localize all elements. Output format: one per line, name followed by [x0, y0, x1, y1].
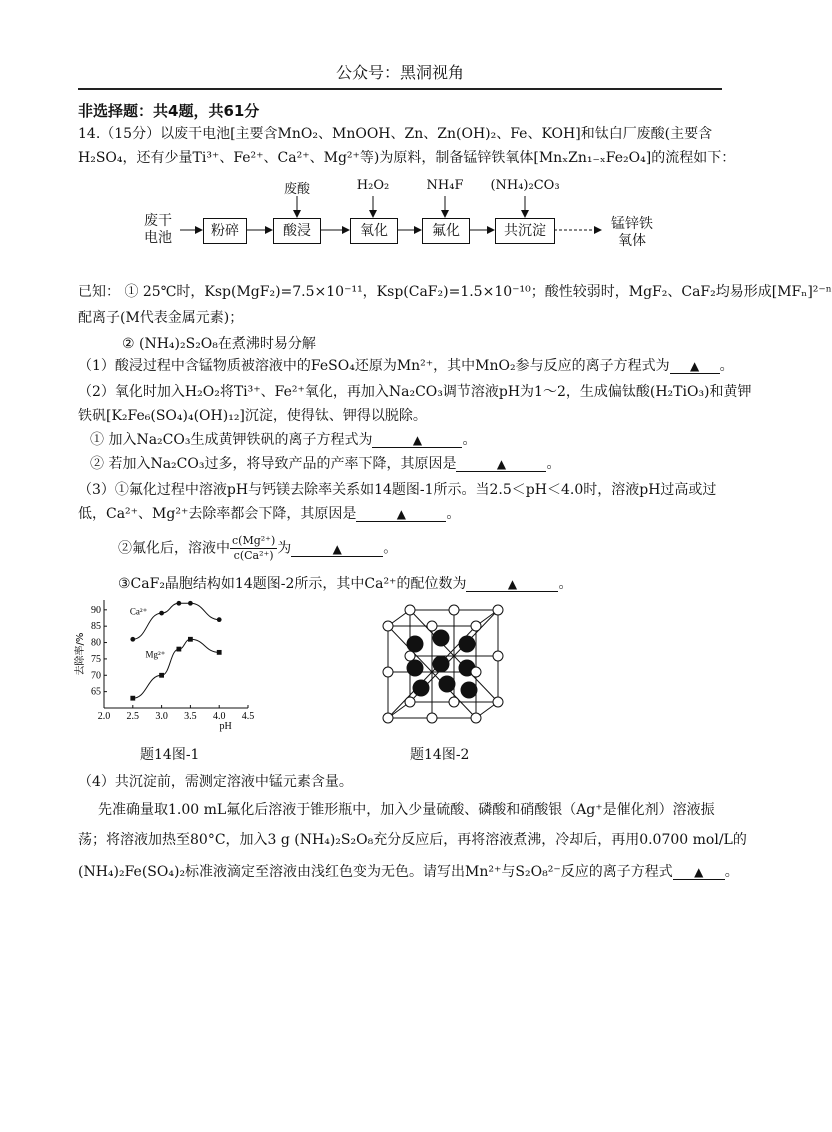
answer-marker: ▲ — [412, 433, 423, 447]
x-axis-label: pH — [219, 721, 232, 732]
part-1-period: 。 — [719, 358, 734, 374]
part-2-sub-1 — [90, 430, 476, 450]
y-tick-label: 80 — [91, 637, 101, 649]
y-tick-label: 75 — [91, 653, 101, 665]
question-score: （15分） — [100, 126, 161, 142]
part-4-line-4-text: (NH₄)₂Fe(SO₄)₂标准液滴定至溶液由浅红色变为无色。请写出Mn²⁺与S₂O₈²⁻反应的离子方程式 — [78, 864, 673, 880]
part-1-text: （1）酸浸过程中含锰物质被溶液中的FeSO₄还原为Mn²⁺，其中MnO₂参与反应的离子方程式为 — [78, 358, 670, 374]
part-1-line — [78, 356, 734, 376]
fig1-chart — [75, 596, 268, 732]
series-1-point — [130, 696, 135, 701]
concentration-ratio-fraction — [230, 534, 277, 563]
part-3-sub-3-answer-blank[interactable] — [466, 577, 558, 592]
part-2-sub-2-answer-blank[interactable] — [456, 457, 546, 472]
x-tick-label: 2.0 — [97, 711, 111, 722]
y-tick-label: 65 — [91, 686, 101, 698]
part-3-sub-1-answer-blank[interactable] — [356, 507, 446, 522]
fraction-denominator: c(Ca²⁺) — [233, 549, 274, 562]
part-3-sub-2-period: 。 — [383, 540, 398, 557]
chart-plot-area — [73, 600, 254, 732]
flow-reagent-nh4-2co3: (NH₄)₂CO₃ — [490, 178, 560, 193]
part-4-line-4 — [78, 862, 739, 882]
answer-marker: ▲ — [694, 865, 704, 879]
flow-step-coprecipitation: 共沉淀 — [495, 218, 555, 244]
fig2-caption: 题14图-2 — [410, 747, 470, 763]
series-0-point — [130, 637, 135, 642]
known-line-3: ② (NH₄)₂S₂O₈在煮沸时易分解 — [122, 336, 316, 352]
part-3-line-2 — [78, 504, 460, 524]
series-line-1 — [133, 639, 219, 698]
part-4-line-2: 先准确量取1.00 mL氟化后溶液于锥形瓶中，加入少量硫酸、磷酸和硝酸银（Ag⁺是催化剂）溶液振 — [98, 802, 715, 818]
flow-arrows — [0, 0, 800, 260]
question-intro-2: H₂SO₄，还有少量Ti³⁺、Fe²⁺、Ca²⁺、Mg²⁺等)为原料，制备锰锌铁氧体[MnₓZn₁₋ₓFe₂O₄]的流程如下： — [78, 150, 736, 166]
part-2-sub-1-text: ① 加入Na₂CO₃生成黄钾铁矾的离子方程式为 — [90, 432, 373, 448]
flow-step-acid-leach: 酸浸 — [273, 218, 321, 244]
y-tick-label: 70 — [91, 670, 101, 682]
flow-start-line-2: 电池 — [144, 230, 172, 246]
answer-marker: ▲ — [496, 457, 507, 471]
x-tick-label: 3.0 — [155, 711, 168, 722]
page-header: 公众号：黑洞视角 — [335, 63, 464, 82]
flow-step-fluorination: 氟化 — [422, 218, 470, 244]
part-3-sub-3 — [118, 574, 572, 594]
part-2-sub-1-period: 。 — [462, 432, 477, 448]
part-3-line-1: （3）①氟化过程中溶液pH与钙镁去除率关系如14题图-1所示。当2.5＜pH＜4.0时，溶液pH过高或过 — [78, 482, 717, 498]
x-tick-label: 4.0 — [212, 711, 226, 722]
series-1-point — [217, 650, 222, 655]
y-tick-label: 90 — [91, 604, 101, 616]
fluoride-ions — [407, 630, 478, 699]
series-0-point — [217, 617, 222, 622]
x-tick-label: 3.5 — [184, 711, 197, 722]
part-2-sub-1-answer-blank[interactable] — [372, 433, 462, 448]
part-3-sub-2-text: ②氟化后，溶液中 — [118, 540, 230, 557]
series-0-point — [159, 611, 164, 616]
part-3-line-2-period: 。 — [446, 506, 461, 522]
flow-step-crush: 粉碎 — [203, 218, 247, 244]
answer-marker: ▲ — [690, 359, 700, 373]
question-intro-1: 以废干电池[主要含MnO₂、MnOOH、Zn、Zn(OH)₂、Fe、KOH]和钛白厂废酸(主要含 — [160, 126, 713, 142]
series-label-0: Ca²⁺ — [129, 606, 148, 617]
section-title: 非选择题：共4题，共61分 — [78, 102, 260, 120]
series-1-point — [176, 647, 181, 652]
flow-start-line-1: 废干 — [144, 213, 172, 229]
part-4-line-3: 荡；将溶液加热至80°C，加入3 g (NH₄)₂S₂O₈充分反应后，再将溶液煮沸，冷却后，再用0.0700 mol/L的 — [78, 832, 747, 848]
part-2-sub-2-text: ② 若加入Na₂CO₃过多，将导致产品的产率下降，其原因是 — [90, 456, 457, 472]
part-3-sub-3-period: 。 — [558, 576, 573, 592]
flow-step-oxidation: 氧化 — [350, 218, 398, 244]
part-2-sub-2 — [90, 454, 560, 474]
flow-end-line-2: 氧体 — [618, 233, 646, 249]
flow-reagent-nh4f: NH₄F — [426, 178, 464, 193]
part-3-sub-2-answer-blank[interactable] — [291, 542, 383, 557]
fig2-crystal-cell — [380, 606, 510, 726]
series-1-point — [159, 673, 164, 678]
part-2-line-2: 铁矾[K₂Fe₆(SO₄)₄(OH)₁₂]沉淀，使得钛、钾得以脱除。 — [78, 408, 427, 424]
part-4-answer-blank[interactable] — [673, 865, 725, 880]
series-1-point — [188, 637, 193, 642]
flow-reagent-h2o2: H₂O₂ — [356, 178, 390, 193]
part-1-answer-blank[interactable] — [670, 359, 720, 374]
part-2-line-1: （2）氧化时加入H₂O₂将Ti³⁺、Fe²⁺氧化，再加入Na₂CO₃调节溶液pH为1～2，生成偏钛酸(H₂TiO₃)和黄钾 — [78, 384, 752, 400]
part-3-line-2-text: 低，Ca²⁺、Mg²⁺去除率都会下降，其原因是 — [78, 506, 357, 522]
answer-marker: ▲ — [396, 507, 406, 521]
part-2-sub-2-period: 。 — [546, 456, 561, 472]
x-tick-label: 4.5 — [241, 711, 255, 722]
known-line-1: 已知： ① 25℃时，Ksp(MgF₂)=7.5×10⁻¹¹，Ksp(CaF₂)=1.5×10⁻¹⁰；酸性较弱时，MgF₂、CaF₂均易形成[MFₙ]²⁻ⁿ — [78, 284, 832, 300]
fig1-caption: 题14图-1 — [140, 747, 200, 763]
part-3-sub-2-is: 为 — [277, 540, 292, 557]
answer-marker: ▲ — [332, 541, 342, 556]
part-3-sub-3-text: ③CaF₂晶胞结构如14题图-2所示，其中Ca²⁺的配位数为 — [118, 576, 467, 592]
flow-reagent-waste-acid: 废酸 — [283, 182, 310, 197]
question-number: 14. — [78, 126, 101, 142]
y-axis-label: 去除率/% — [75, 632, 86, 676]
part-3-sub-2 — [118, 534, 397, 563]
series-0-point — [176, 601, 181, 606]
fraction-numerator: c(Mg²⁺) — [232, 534, 276, 547]
flow-chart — [0, 0, 800, 260]
part-4-line-1: （4）共沉淀前，需测定溶液中锰元素含量。 — [78, 774, 353, 790]
known-line-2: 配离子(M代表金属元素)； — [78, 310, 244, 326]
series-0-point — [188, 601, 193, 606]
series-label-1: Mg²⁺ — [145, 649, 166, 660]
answer-marker: ▲ — [507, 577, 518, 591]
part-4-period: 。 — [724, 864, 739, 880]
flow-end-line-1: 锰锌铁 — [611, 216, 653, 232]
x-tick-label: 2.5 — [126, 711, 140, 722]
y-tick-label: 85 — [91, 621, 101, 633]
